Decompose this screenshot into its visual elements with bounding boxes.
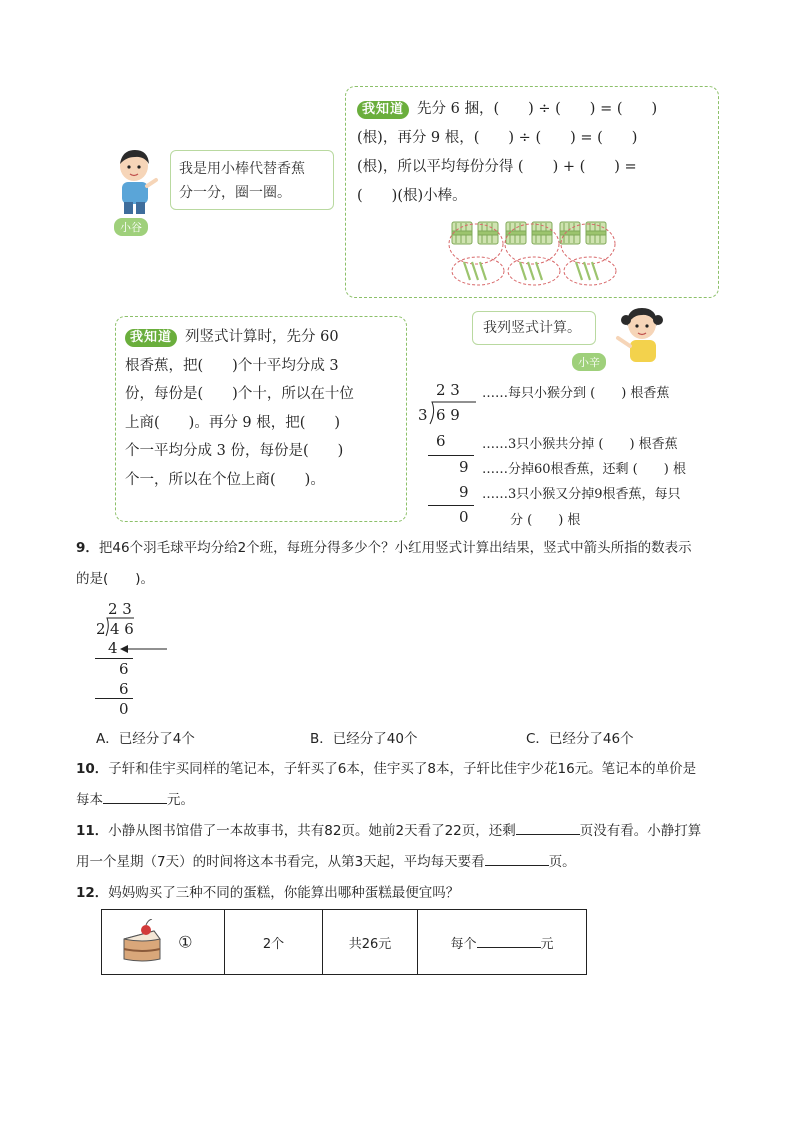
- cake-unit-price: 每个 元: [418, 910, 587, 975]
- q9-option-a[interactable]: A．已经分了4个: [96, 731, 195, 747]
- cake-cell: [102, 910, 225, 975]
- division1-note3: ……分掉60根香蕉，还剩 ( ) 根: [482, 462, 686, 477]
- xiaogu-speech-bubble: 我是用小棒代替香蕉 分一分，圈一圈。: [170, 150, 334, 210]
- q9-step3: 6: [119, 680, 129, 698]
- xiaogu-name-badge: 小谷: [114, 218, 148, 236]
- cake-count: 2个: [225, 910, 323, 975]
- q10-answer-blank[interactable]: [103, 789, 167, 804]
- question-11: 11．小静从图书馆借了一本故事书，共有82页。她前2天看了22页，还剩 页没有看。小静打算 用一个星期（7天）的时间将这本书看完，从第3天起，平均每天要看 页。: [76, 816, 786, 878]
- cake-total: 共26元: [323, 910, 418, 975]
- q9-option-c[interactable]: C．已经分了46个: [526, 731, 634, 747]
- q9-divisor: 2: [96, 620, 106, 638]
- knowledge-box-1-text: 我知道 先分 6 捆，( ) ÷ ( ) = ( ) (根)，再分 9 根，( ) ÷ ( ) = ( ) (根)，所以平均每份分得 ( ) + ( ) = ( )(根)小棒。: [357, 101, 658, 204]
- q9-quotient: 2 3: [108, 600, 132, 618]
- question-9: 9．把46个羽毛球平均分给2个班，每班分得多少个？小红用竖式计算出结果，竖式中箭头所指的数表示 的是( )。: [76, 540, 692, 587]
- sticks-illustration: [448, 218, 624, 288]
- cake-price-table: [101, 909, 587, 975]
- q12-answer-blank[interactable]: [477, 933, 541, 948]
- division1-divisor: 3: [418, 406, 428, 424]
- q11-answer-blank-1[interactable]: [516, 820, 580, 835]
- cake-icon: [120, 919, 174, 965]
- knowledge-tag: 我知道: [357, 101, 409, 119]
- row-index: ①: [178, 932, 193, 952]
- q9-dividend: 4 6: [110, 620, 134, 638]
- arrow-icon: [120, 643, 168, 655]
- q11-answer-blank-2[interactable]: [485, 851, 549, 866]
- question-12: 12．妈妈购买了三种不同的蛋糕，你能算出哪种蛋糕最便宜吗？: [76, 885, 460, 901]
- division1-step1: 6: [436, 432, 446, 450]
- division1-note4: ……3只小猴又分掉9根香蕉，每只: [482, 487, 681, 502]
- question-10: 10．子轩和佳宇买同样的笔记本，子轩买了6本，佳宇买了8本，子轩比佳宇少花16元。笔记本的单价是 每本 元。: [76, 761, 697, 808]
- q9-line2: [95, 698, 133, 699]
- division1-note2: ……3只小猴共分掉 ( ) 根香蕉: [482, 437, 678, 452]
- q9-remainder: 0: [119, 700, 129, 718]
- q9-step2: 6: [119, 660, 129, 678]
- division1-dividend: 6 9: [436, 406, 460, 424]
- xiaoxin-name-badge: 小辛: [572, 353, 606, 371]
- loose-sticks: [464, 262, 598, 280]
- division1-line1: [428, 455, 474, 456]
- xiaogu-boy-icon: [110, 146, 160, 216]
- xiaoxin-speech-bubble: 我列竖式计算。: [472, 311, 596, 345]
- xiaoxin-girl-icon: [612, 304, 668, 370]
- knowledge-tag: 我知道: [125, 329, 177, 347]
- division1-remainder: 0: [459, 508, 469, 526]
- q9-step1: 4: [108, 639, 118, 657]
- division1-line2: [428, 505, 474, 506]
- division1-step3: 9: [459, 483, 469, 501]
- knowledge-box-2-text: 我知道 列竖式计算时，先分 60 根香蕉，把( )个十平均分成 3 份，每份是( )个十，所以在十位 上商( )。再分 9 根，把( ) 个一平均分成 3 份，每份是( ) 个一，所以在个位上商( )。: [125, 329, 354, 488]
- division1-note5: 分 ( ) 根: [510, 513, 581, 528]
- stick-bundles: [452, 222, 606, 244]
- table-row: [102, 910, 587, 975]
- division1-step2: 9: [459, 458, 469, 476]
- division1-quotient: 2 3: [436, 381, 460, 399]
- q9-option-b[interactable]: B．已经分了40个: [310, 731, 418, 747]
- division1-note1: ……每只小猴分到 ( ) 根香蕉: [482, 386, 670, 401]
- q9-line1: [95, 658, 133, 659]
